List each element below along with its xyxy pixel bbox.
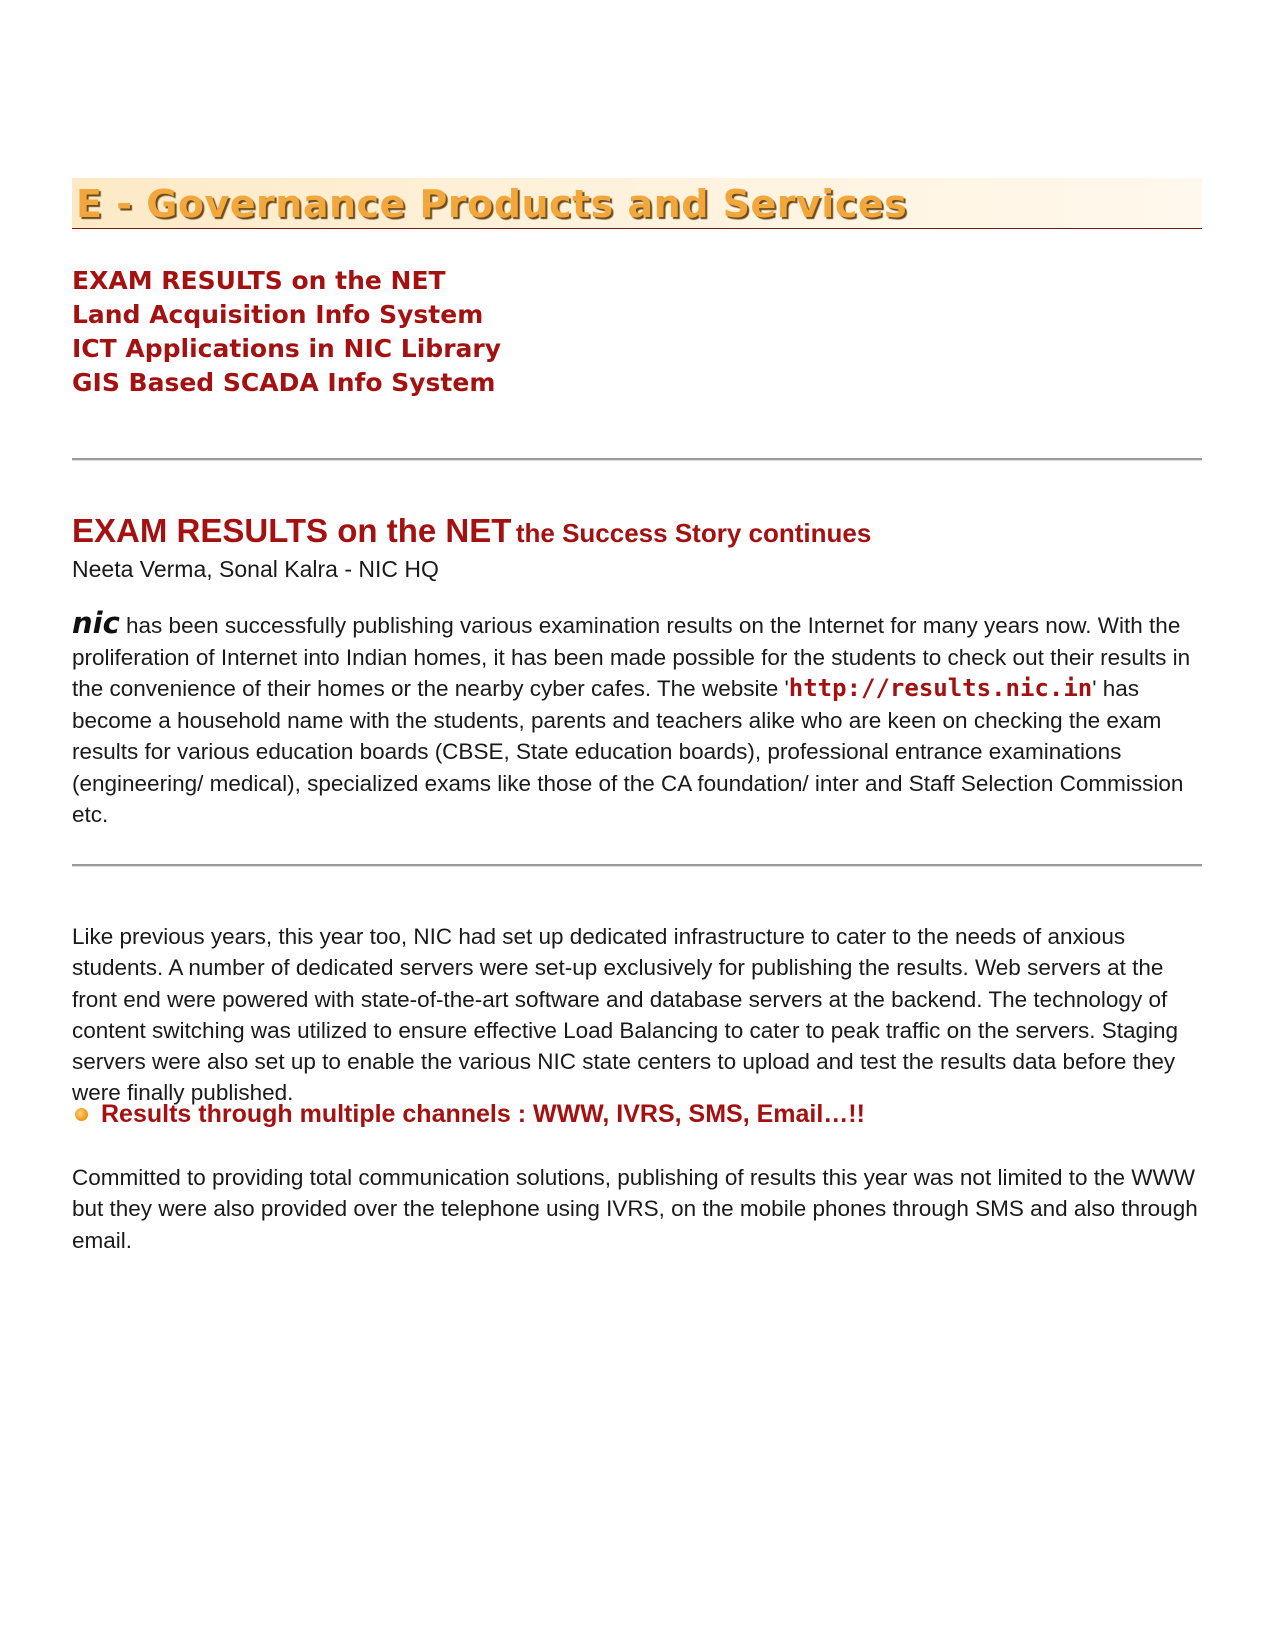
product-nav-list — [72, 264, 501, 400]
channels-paragraph: Committed to providing total communication solutions, publishing of results this year was not limited to the WWW but they were also provided over the telephone using IVRS, on the mobile phones through SMS and also through email. — [72, 1165, 1198, 1253]
nic-logo-text: nic — [72, 606, 120, 640]
banner-title: E - Governance Products and Services — [76, 182, 908, 226]
channels-subheading — [72, 1100, 865, 1129]
orange-dot-bullet-icon — [75, 1108, 88, 1121]
nav-link-land-acquisition[interactable]: Land Acquisition Info System — [72, 300, 484, 329]
article-byline: Neeta Verma, Sonal Kalra - NIC HQ — [72, 556, 439, 582]
intro-paragraph — [72, 608, 1202, 831]
intro-text-before-link: has been successfully publishing various examination results on the Internet for many years now. With the proliferation of Internet into Indian homes, it has been made possible for the students to check out their results in the convenience of their homes or the nearby cyber cafes. The website ' — [72, 613, 1191, 701]
results-site-link[interactable]: http://results.nic.in — [788, 674, 1093, 702]
infrastructure-paragraph: Like previous years, this year too, NIC had set up dedicated infrastructure to cater to the needs of anxious students. A number of dedicated servers were set-up exclusively for publishing the results. Web servers at the front end were powered with state-of-the-art software and database servers at the backend. The technology of content switching was utilized to ensure effective Load Balancing to cater to peak traffic on the servers. Staging servers were also set up to enable the various NIC state centers to upload and test the results data before they were finally published. — [72, 924, 1179, 1106]
nav-link-ict-library[interactable]: ICT Applications in NIC Library — [72, 334, 502, 363]
divider — [72, 458, 1202, 460]
divider — [72, 864, 1202, 866]
section-banner — [72, 178, 1202, 229]
nav-link-gis-scada[interactable]: GIS Based SCADA Info System — [72, 368, 496, 397]
channels-subheading-text: Results through multiple channels : WWW, IVRS, SMS, Email…!! — [101, 1100, 865, 1128]
article-heading — [72, 512, 871, 550]
article-title: EXAM RESULTS on the NET — [72, 512, 512, 549]
nav-link-exam-results[interactable]: EXAM RESULTS on the NET — [72, 266, 446, 295]
intro-text-after-link: ' has become a household name with the students, parents and teachers alike who are keen on checking the exam results for various education boards (CBSE, State education boards), professional entrance examinations (engineering/ medical), specialized exams like those of the CA foundation/ inter and Staff Selection Commission etc. — [72, 676, 1184, 827]
article-subtitle: the Success Story continues — [515, 518, 872, 548]
